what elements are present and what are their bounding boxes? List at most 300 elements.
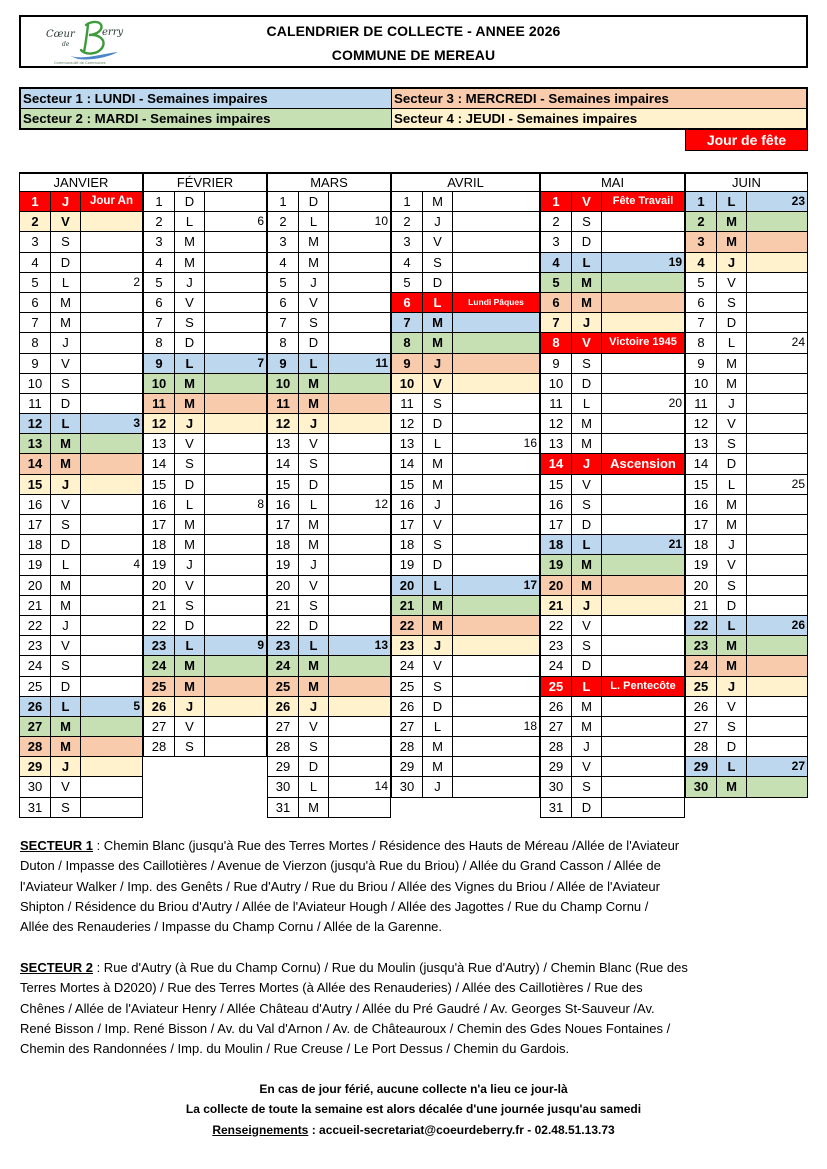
day-number: 21 [693, 597, 709, 613]
week-number [452, 253, 539, 272]
week-number [80, 495, 142, 514]
weekday: J [298, 414, 328, 433]
day-row [391, 293, 540, 313]
day-number: 14 [399, 456, 415, 472]
day-row [540, 313, 685, 333]
weekday: M [422, 737, 452, 756]
week-number [328, 313, 390, 332]
week-number [328, 677, 390, 696]
week-number [204, 515, 266, 534]
day-number: 18 [693, 537, 709, 553]
day-number: 22 [693, 617, 709, 633]
day-number: 6 [697, 294, 705, 310]
week-number [328, 555, 390, 574]
day-row [540, 656, 685, 676]
day-row [540, 717, 685, 737]
day-row [391, 434, 540, 454]
week-number [601, 656, 684, 675]
day-row [19, 535, 143, 555]
week-number: 14 [328, 777, 390, 796]
day-row [143, 414, 267, 434]
day-row [267, 293, 391, 313]
day-number: 9 [31, 355, 39, 371]
weekday: D [716, 596, 746, 615]
day-row [267, 475, 391, 495]
day-row [685, 697, 808, 717]
week-number [746, 596, 807, 615]
weekday: M [716, 374, 746, 393]
week-number [452, 475, 539, 494]
day-row [267, 354, 391, 374]
day-number: 15 [548, 476, 564, 492]
day-row [19, 313, 143, 333]
weekday: D [422, 414, 452, 433]
weekday: J [571, 313, 601, 332]
day-row [540, 273, 685, 293]
street-line: Shipton / Résidence du Briou d'Autry / Allée de l'Aviateur Hough / Allée des Jagottes / Rue du Champ Cornu / [20, 898, 649, 914]
week-number [452, 757, 539, 776]
week-number [204, 414, 266, 433]
day-row [267, 555, 391, 575]
day-number: 4 [403, 254, 411, 270]
week-number [601, 354, 684, 373]
day-number: 9 [403, 355, 411, 371]
week-number [601, 737, 684, 756]
weekday: S [422, 677, 452, 696]
week-number [328, 757, 390, 776]
day-row [540, 232, 685, 252]
week-number [80, 394, 142, 413]
day-row [391, 253, 540, 273]
legend-sector-1: Secteur 1 : LUNDI - Semaines impaires [21, 89, 392, 109]
week-number: 8 [204, 495, 266, 514]
day-number: 25 [27, 678, 43, 694]
day-row [685, 414, 808, 434]
weekday: M [422, 333, 452, 352]
day-number: 9 [552, 355, 560, 371]
footer-notice [0, 1079, 827, 1140]
day-row [267, 434, 391, 454]
day-number: 18 [27, 537, 43, 553]
weekday: J [50, 192, 80, 211]
day-row [685, 454, 808, 474]
day-row [267, 535, 391, 555]
day-number: 21 [548, 597, 564, 613]
week-number [452, 232, 539, 251]
week-number [204, 394, 266, 413]
day-row [685, 656, 808, 676]
day-number: 8 [552, 335, 560, 351]
day-row [540, 535, 685, 555]
day-row [19, 414, 143, 434]
day-row [143, 333, 267, 353]
day-number: 7 [552, 315, 560, 331]
weekday: D [571, 232, 601, 251]
day-number: 26 [399, 698, 415, 714]
day-row [19, 636, 143, 656]
week-number [80, 313, 142, 332]
day-row [19, 434, 143, 454]
day-number: 11 [694, 395, 708, 411]
weekday: S [174, 313, 204, 332]
weekday: J [50, 333, 80, 352]
day-row [540, 212, 685, 232]
weekday: D [716, 454, 746, 473]
weekday: V [298, 576, 328, 595]
day-number: 31 [275, 799, 291, 815]
week-number: 3 [80, 414, 142, 433]
weekday: J [422, 777, 452, 796]
day-row [19, 555, 143, 575]
day-number: 13 [693, 436, 709, 452]
week-number [746, 293, 807, 312]
day-number: 3 [31, 234, 39, 250]
weekday: L [422, 434, 452, 453]
week-number [328, 454, 390, 473]
month-mai [540, 172, 685, 818]
day-row [391, 777, 540, 797]
day-row [540, 737, 685, 757]
day-row [143, 555, 267, 575]
shift-notice: La collecte de toute la semaine est alors décalée d'une journée jusqu'au samedi [185, 1102, 642, 1117]
day-number: 4 [552, 254, 560, 270]
day-row [267, 596, 391, 616]
week-number [452, 555, 539, 574]
day-row [540, 495, 685, 515]
month-header: JANVIER [19, 172, 143, 192]
weekday: D [571, 798, 601, 817]
week-number [746, 656, 807, 675]
weekday: V [716, 555, 746, 574]
week-number: 13 [328, 636, 390, 655]
day-number: 10 [27, 375, 43, 391]
day-row [685, 495, 808, 515]
street-line: Chênes / Allée de l'Aviateur Henry / Allée Château d'Autry / Allée du Pré Gaudré / Av. Georges St-Sauveur /Av. [20, 1000, 655, 1016]
week-number [746, 636, 807, 655]
week-number [746, 535, 807, 554]
weekday: J [716, 394, 746, 413]
day-row [391, 192, 540, 212]
weekday: M [174, 232, 204, 251]
day-row [19, 232, 143, 252]
weekday: L [174, 495, 204, 514]
weekday: S [50, 232, 80, 251]
weekday: S [174, 596, 204, 615]
week-number [452, 636, 539, 655]
weekday: L [571, 535, 601, 554]
weekday: V [174, 717, 204, 736]
day-row [391, 616, 540, 636]
day-number: 17 [27, 517, 43, 532]
day-row [540, 616, 685, 636]
week-number [204, 434, 266, 453]
weekday: M [571, 697, 601, 716]
weekday: J [716, 677, 746, 696]
weekday: M [298, 515, 328, 534]
week-number [204, 596, 266, 615]
week-number [328, 596, 390, 615]
week-number [328, 798, 390, 817]
day-number: 25 [548, 678, 564, 694]
day-number: 23 [399, 638, 415, 654]
day-row [391, 757, 540, 777]
day-number: 12 [151, 416, 167, 432]
weekday: V [571, 616, 601, 635]
weekday: D [174, 333, 204, 352]
day-number: 30 [399, 779, 415, 795]
week-number [204, 253, 266, 272]
weekday: M [571, 434, 601, 453]
day-row [143, 232, 267, 252]
page-title: CALENDRIER DE COLLECTE - ANNEE 2026 [266, 23, 561, 39]
week-number: 20 [601, 394, 684, 413]
contact-info[interactable]: : accueil-secretariat@coeurdeberry.fr - 02.48.51.13.73 [308, 1122, 615, 1137]
weekday: V [571, 475, 601, 494]
weekday: M [50, 737, 80, 756]
week-number [204, 656, 266, 675]
weekday: M [571, 717, 601, 736]
day-number: 17 [548, 517, 564, 532]
weekday: V [50, 354, 80, 373]
day-number: 19 [275, 557, 291, 573]
day-number: 27 [275, 718, 291, 734]
day-row [19, 212, 143, 232]
week-number [452, 515, 539, 534]
day-row [540, 475, 685, 495]
week-number [452, 313, 539, 332]
month-header: MAI [540, 172, 685, 192]
day-number: 21 [399, 597, 415, 613]
weekday: M [50, 596, 80, 615]
day-number: 12 [275, 416, 291, 432]
day-row [391, 394, 540, 414]
week-number: 18 [452, 717, 539, 736]
week-number [746, 454, 807, 473]
week-number [204, 374, 266, 393]
day-number: 14 [275, 456, 291, 472]
weekday: D [50, 535, 80, 554]
day-number: 10 [399, 375, 415, 391]
day-number: 9 [697, 355, 705, 371]
day-row [19, 798, 143, 818]
day-number: 3 [403, 234, 411, 250]
day-number: 13 [275, 436, 291, 452]
day-number: 14 [27, 456, 43, 472]
week-number [452, 616, 539, 635]
day-number: 1 [697, 194, 705, 209]
sector-1-streets [20, 836, 679, 937]
day-row [685, 616, 808, 636]
weekday: M [422, 757, 452, 776]
weekday: J [422, 636, 452, 655]
day-row [19, 333, 143, 353]
day-row [391, 313, 540, 333]
day-number: 24 [548, 658, 564, 674]
weekday: D [422, 273, 452, 292]
day-number: 1 [403, 194, 411, 209]
holiday-label: Ascension [601, 454, 684, 473]
day-number: 23 [151, 638, 167, 654]
week-number [80, 434, 142, 453]
week-number [80, 656, 142, 675]
day-row [267, 394, 391, 414]
day-row [685, 374, 808, 394]
weekday: M [298, 798, 328, 817]
day-number: 20 [693, 577, 709, 593]
week-number [746, 555, 807, 574]
day-number: 16 [151, 496, 167, 512]
week-number [80, 374, 142, 393]
day-row [143, 273, 267, 293]
day-number: 27 [151, 718, 167, 734]
week-number: 19 [601, 253, 684, 272]
week-number [601, 293, 684, 312]
day-number: 4 [697, 254, 705, 270]
weekday: V [571, 192, 601, 211]
week-number [452, 495, 539, 514]
day-number: 15 [275, 476, 291, 492]
day-row [19, 354, 143, 374]
week-number: 25 [746, 475, 807, 494]
day-number: 18 [275, 537, 291, 553]
day-number: 13 [548, 436, 564, 452]
day-row [540, 454, 685, 474]
day-row [19, 677, 143, 697]
day-row [391, 717, 540, 737]
day-number: 24 [399, 658, 415, 674]
week-number [601, 313, 684, 332]
logo-word-erry: erry [102, 27, 124, 38]
weekday: V [50, 777, 80, 796]
weekday: M [50, 313, 80, 332]
street-line: Duton / Impasse des Caillotières / Avenue de Vierzon (jusqu'à Rue du Briou) / Allée du Grand Casson / Allée de [20, 858, 661, 874]
weekday: J [50, 616, 80, 635]
day-row [19, 475, 143, 495]
month-fevrier [143, 172, 267, 818]
day-row [19, 515, 143, 535]
day-row [267, 677, 391, 697]
day-number: 8 [155, 335, 163, 351]
day-row [143, 475, 267, 495]
day-row [19, 394, 143, 414]
weekday: L [716, 333, 746, 352]
weekday: S [716, 434, 746, 453]
week-number: 5 [80, 697, 142, 716]
week-number [204, 677, 266, 696]
day-number: 3 [155, 234, 163, 250]
weekday: V [571, 757, 601, 776]
day-row [391, 737, 540, 757]
week-number [80, 535, 142, 554]
day-row [19, 192, 143, 212]
week-number [746, 737, 807, 756]
weekday: L [298, 777, 328, 796]
day-number: 20 [151, 577, 167, 593]
day-row [143, 212, 267, 232]
weekday: L [50, 697, 80, 716]
day-row [143, 454, 267, 474]
day-row [19, 253, 143, 273]
day-row [143, 374, 267, 394]
week-number [204, 576, 266, 595]
week-number [328, 616, 390, 635]
day-number: 23 [548, 638, 564, 654]
week-number [452, 374, 539, 393]
day-number: 17 [275, 517, 291, 532]
day-row [540, 414, 685, 434]
weekday: V [422, 515, 452, 534]
weekday: M [422, 454, 452, 473]
weekday: M [174, 535, 204, 554]
week-number [601, 475, 684, 494]
week-number: 16 [452, 434, 539, 453]
day-number: 20 [27, 577, 43, 593]
day-number: 1 [155, 194, 163, 209]
weekday: D [298, 475, 328, 494]
day-number: 6 [403, 294, 411, 310]
week-number [80, 333, 142, 352]
day-number: 1 [552, 194, 560, 209]
weekday: V [422, 374, 452, 393]
weekday: L [422, 576, 452, 595]
day-number: 28 [548, 739, 564, 755]
weekday: J [716, 253, 746, 272]
weekday: L [298, 495, 328, 514]
weekday: M [716, 515, 746, 534]
day-row [267, 717, 391, 737]
day-number: 11 [276, 395, 290, 411]
day-row [267, 333, 391, 353]
day-row [267, 273, 391, 293]
week-number [204, 616, 266, 635]
day-number: 30 [693, 779, 709, 795]
day-row [143, 192, 267, 212]
street-line: l'Aviateur Walker / Imp. des Genêts / Rue d'Autry / Rue du Briou / Allée des Vignes du Briou / Allée de l'Aviateur [20, 878, 660, 894]
weekday: M [716, 212, 746, 231]
day-row [19, 697, 143, 717]
weekday: S [50, 798, 80, 817]
day-number: 10 [151, 375, 167, 391]
week-number [80, 293, 142, 312]
weekday: V [50, 212, 80, 231]
day-number: 4 [279, 254, 287, 270]
week-number [452, 777, 539, 796]
weekday: S [298, 313, 328, 332]
day-row [540, 596, 685, 616]
weekday: L [571, 253, 601, 272]
day-number: 10 [693, 375, 709, 391]
day-row [685, 596, 808, 616]
week-number [80, 253, 142, 272]
week-number: 2 [80, 273, 142, 292]
day-number: 26 [27, 698, 43, 714]
day-row [685, 192, 808, 212]
weekday: M [571, 293, 601, 312]
day-number: 5 [155, 274, 163, 290]
day-number: 11 [400, 395, 414, 411]
day-number: 28 [693, 739, 709, 755]
day-number: 18 [151, 537, 167, 553]
day-row [391, 454, 540, 474]
week-number [328, 697, 390, 716]
sector-1-label: SECTEUR 1 [20, 838, 93, 853]
weekday: D [298, 757, 328, 776]
weekday: S [422, 253, 452, 272]
day-row [19, 717, 143, 737]
week-number [746, 212, 807, 231]
day-number: 6 [31, 294, 39, 310]
weekday: J [298, 555, 328, 574]
